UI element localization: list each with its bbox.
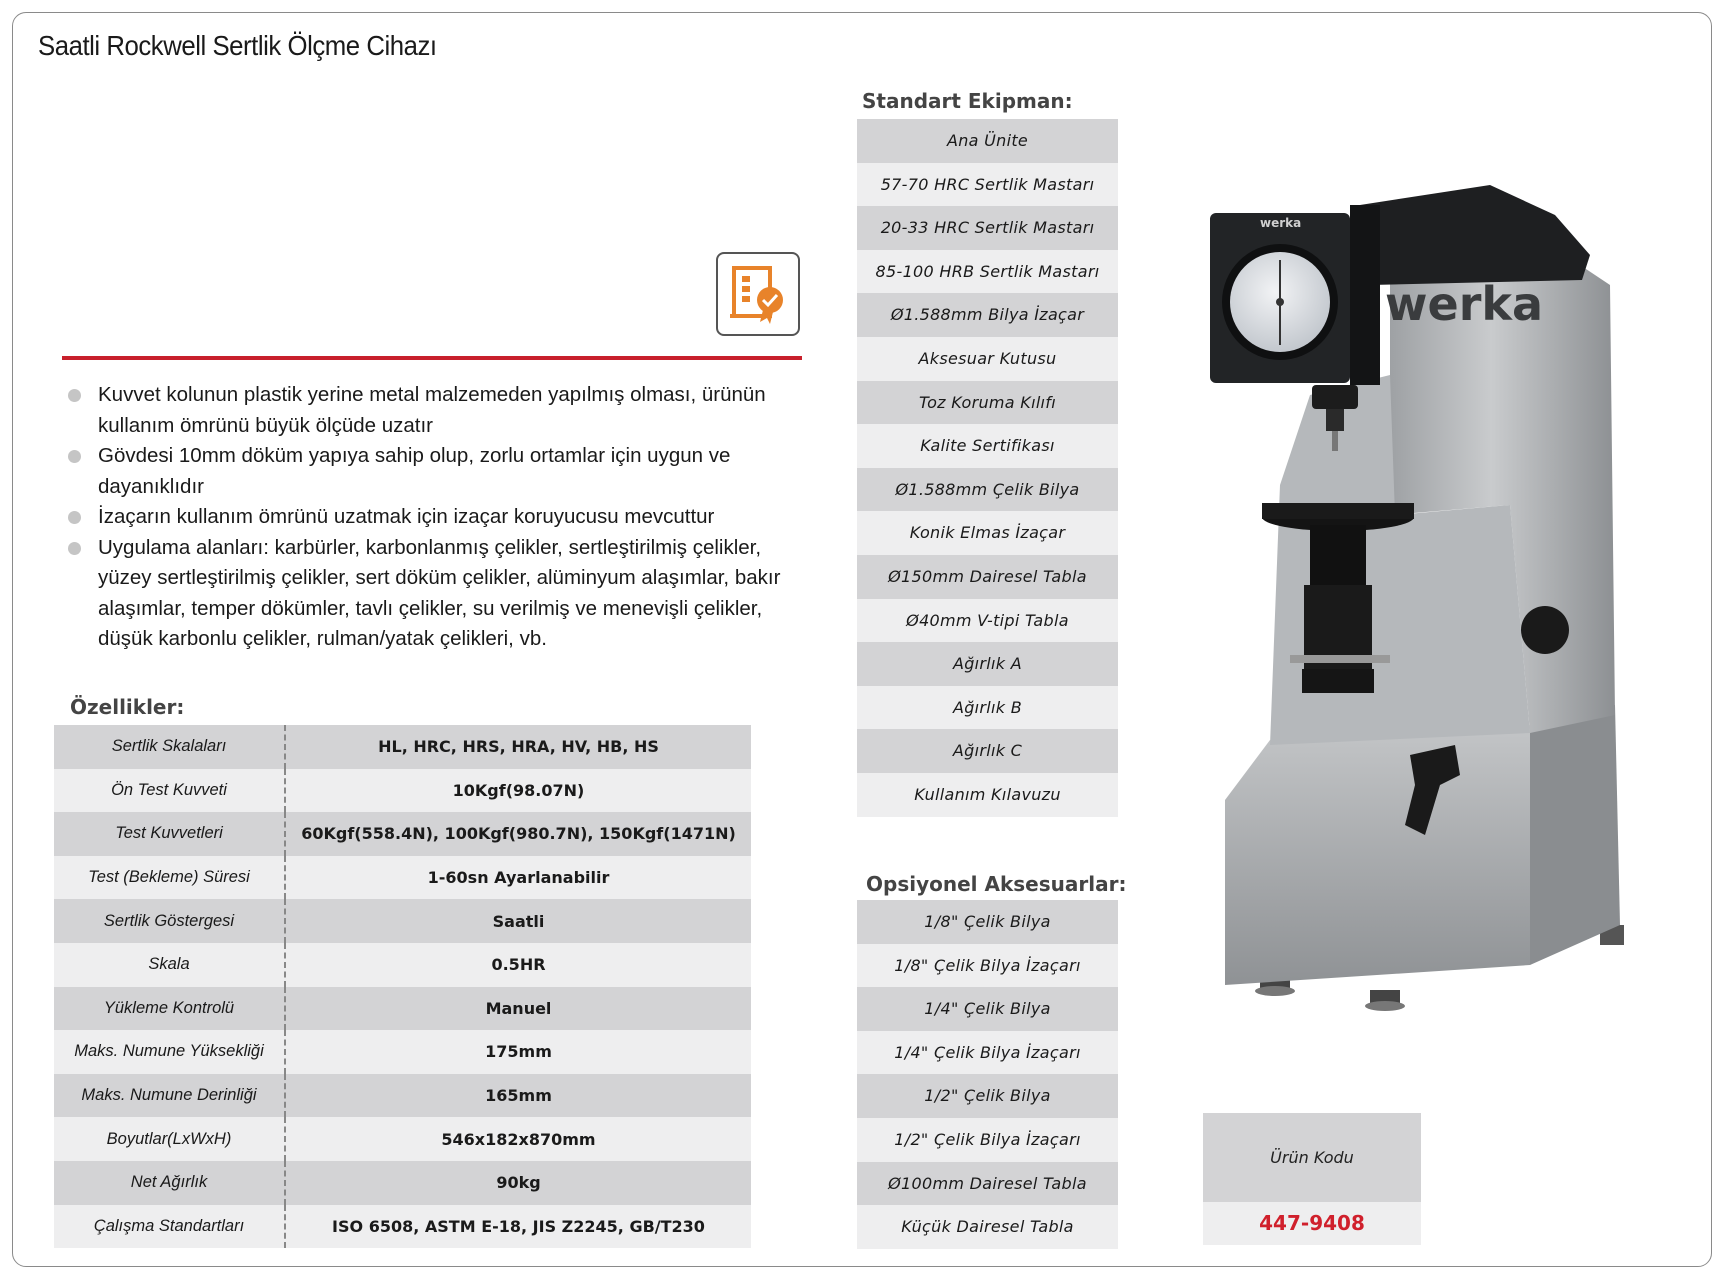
spec-key: Boyutlar(LxWxH) (54, 1117, 285, 1161)
spec-value: 0.5HR (285, 943, 751, 987)
list-item: 1/4" Çelik Bilya İzaçarı (857, 1031, 1118, 1075)
table-row (54, 943, 751, 987)
hardness-tester-image (1210, 185, 1670, 1025)
spec-value: Saatli (285, 899, 751, 943)
brand-logo-large: werka (1385, 277, 1544, 331)
list-item: Konik Elmas İzaçar (857, 511, 1118, 555)
brand-logo-small: werka (1260, 216, 1302, 230)
table-row (54, 769, 751, 813)
specs-heading: Özellikler: (70, 695, 185, 719)
list-item: 1/4" Çelik Bilya (857, 987, 1118, 1031)
spec-key: Test Kuvvetleri (54, 812, 285, 856)
section-divider (62, 356, 802, 360)
spec-value: 175mm (285, 1030, 751, 1074)
product-code-box (1203, 1113, 1421, 1245)
spec-value: Manuel (285, 987, 751, 1031)
product-code-value: 447-9408 (1203, 1202, 1421, 1245)
list-item: 1/2" Çelik Bilya (857, 1074, 1118, 1118)
spec-value: 165mm (285, 1074, 751, 1118)
list-item: Ø1.588mm Bilya İzaçar (857, 293, 1118, 337)
table-row (54, 856, 751, 900)
table-row (54, 1117, 751, 1161)
spec-key: Ön Test Kuvveti (54, 769, 285, 813)
list-item: 57-70 HRC Sertlik Mastarı (857, 163, 1118, 207)
list-item: Ağırlık C (857, 729, 1118, 773)
list-item: Ağırlık B (857, 686, 1118, 730)
product-code-label: Ürün Kodu (1203, 1113, 1421, 1202)
feature-item: Uygulama alanları: karbürler, karbonlanmış çelikler, sertleştirilmiş çelikler, yüzey sertleştirilmiş çelikler, sert döküm çelikler, alüminyum alaşımlar, bakır alaşımlar, temper dökümler, tavlı çelikler, su verilmiş ve menevişli çelikler, düşük karbonlu çelikler, rulman/yatak çelikleri, vb. (68, 533, 808, 655)
list-item: Ana Ünite (857, 119, 1118, 163)
table-row (54, 1030, 751, 1074)
standard-equipment-list (857, 119, 1118, 817)
specs-table (54, 725, 751, 1248)
optional-accessories-heading: Opsiyonel Aksesuarlar: (866, 872, 1127, 896)
standard-equipment-heading: Standart Ekipman: (862, 89, 1073, 113)
feature-item: İzaçarın kullanım ömrünü uzatmak için izaçar koruyucusu mevcuttur (68, 502, 808, 533)
spec-key: Test (Bekleme) Süresi (54, 856, 285, 900)
list-item: Ø40mm V-tipi Tabla (857, 599, 1118, 643)
feature-list (68, 380, 808, 655)
certificate-badge-icon (716, 252, 800, 336)
spec-value: 60Kgf(558.4N), 100Kgf(980.7N), 150Kgf(1471N) (285, 812, 751, 856)
spec-value: 1-60sn Ayarlanabilir (285, 856, 751, 900)
list-item: Aksesuar Kutusu (857, 337, 1118, 381)
spec-value: 10Kgf(98.07N) (285, 769, 751, 813)
list-item: Kullanım Kılavuzu (857, 773, 1118, 817)
spec-key: Yükleme Kontrolü (54, 987, 285, 1031)
spec-key: Skala (54, 943, 285, 987)
spec-key: Maks. Numune Derinliği (54, 1074, 285, 1118)
list-item: 1/2" Çelik Bilya İzaçarı (857, 1118, 1118, 1162)
list-item: Toz Koruma Kılıfı (857, 381, 1118, 425)
list-item: 85-100 HRB Sertlik Mastarı (857, 250, 1118, 294)
table-row (54, 987, 751, 1031)
table-row (54, 1205, 751, 1249)
feature-item: Kuvvet kolunun plastik yerine metal malzemeden yapılmış olması, ürünün kullanım ömrünü büyük ölçüde uzatır (68, 380, 808, 441)
list-item: Kalite Sertifikası (857, 424, 1118, 468)
table-row (54, 812, 751, 856)
list-item: Ø1.588mm Çelik Bilya (857, 468, 1118, 512)
list-item: Ø150mm Dairesel Tabla (857, 555, 1118, 599)
list-item: Küçük Dairesel Tabla (857, 1205, 1118, 1249)
optional-accessories-list (857, 900, 1118, 1249)
table-row (54, 899, 751, 943)
spec-value: 546x182x870mm (285, 1117, 751, 1161)
spec-key: Net Ağırlık (54, 1161, 285, 1205)
table-row (54, 725, 751, 769)
table-row (54, 1074, 751, 1118)
list-item: Ø100mm Dairesel Tabla (857, 1162, 1118, 1206)
list-item: 1/8" Çelik Bilya İzaçarı (857, 944, 1118, 988)
spec-key: Çalışma Standartları (54, 1205, 285, 1249)
list-item: Ağırlık A (857, 642, 1118, 686)
spec-value: ISO 6508, ASTM E-18, JIS Z2245, GB/T230 (285, 1205, 751, 1249)
page-title: Saatli Rockwell Sertlik Ölçme Cihazı (38, 30, 437, 61)
spec-key: Sertlik Skalaları (54, 725, 285, 769)
list-item: 20-33 HRC Sertlik Mastarı (857, 206, 1118, 250)
table-row (54, 1161, 751, 1205)
spec-key: Sertlik Göstergesi (54, 899, 285, 943)
feature-item: Gövdesi 10mm döküm yapıya sahip olup, zorlu ortamlar için uygun ve dayanıklıdır (68, 441, 808, 502)
list-item: 1/8" Çelik Bilya (857, 900, 1118, 944)
spec-value: HL, HRC, HRS, HRA, HV, HB, HS (285, 725, 751, 769)
spec-key: Maks. Numune Yüksekliği (54, 1030, 285, 1074)
spec-value: 90kg (285, 1161, 751, 1205)
